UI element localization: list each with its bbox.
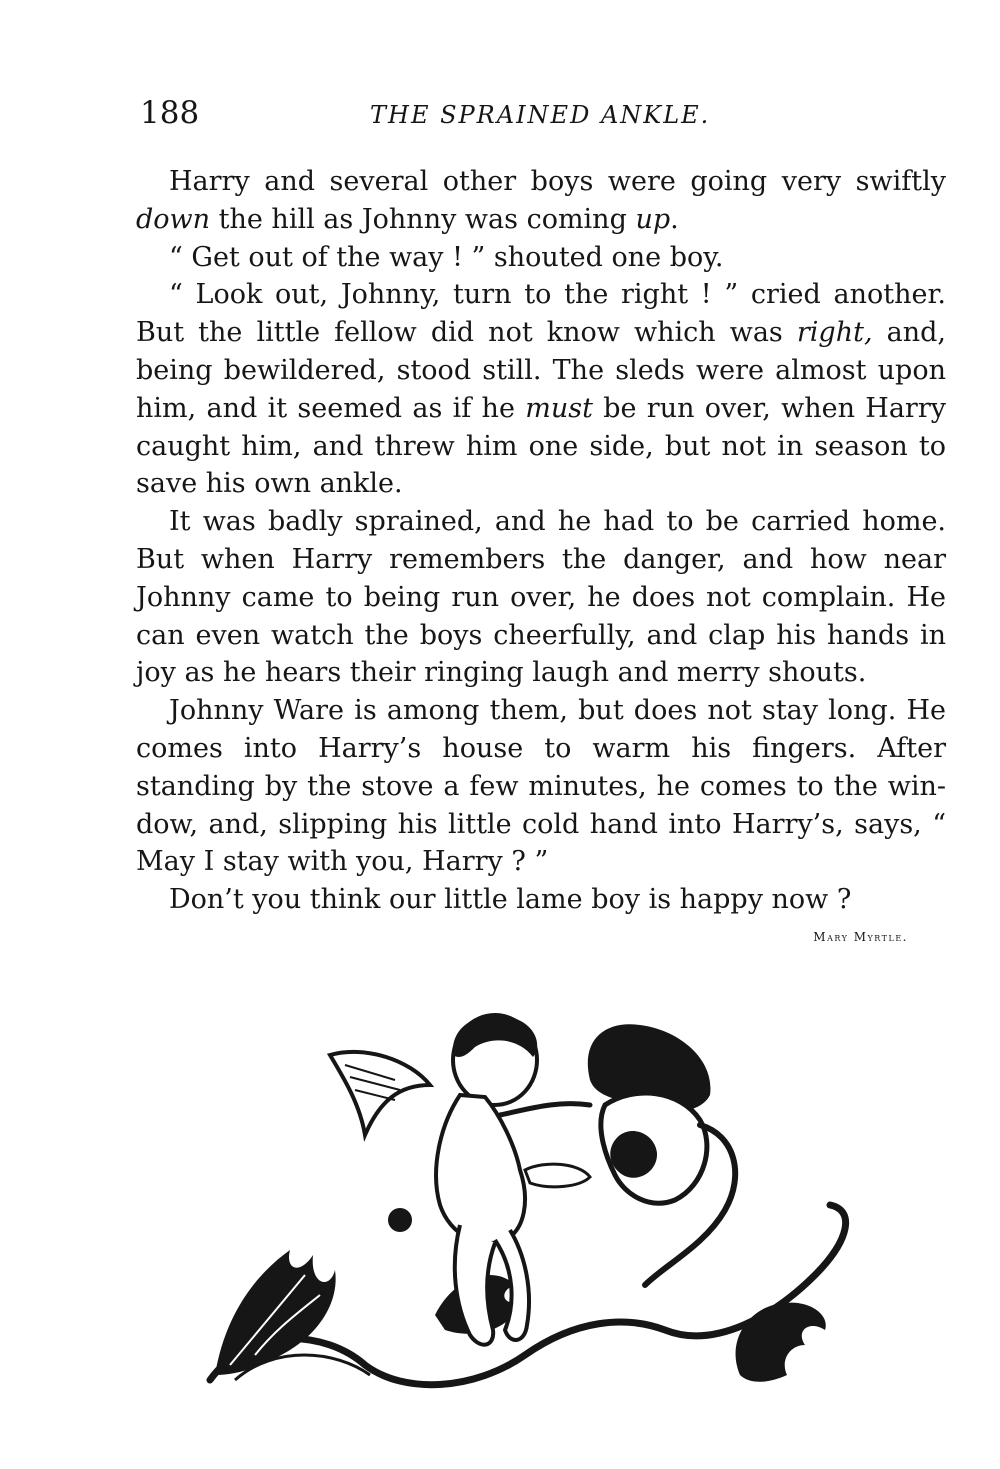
paragraph-5: Johnny Ware is among them, but does not stay long. He comes into Harry’s house to warm his fingers. After standing by the stove a few minutes, he comes to the window, and, slipping his little cold hand into Harry’s, says, “ May I stay with you, Harry ? ” bbox=[136, 695, 946, 878]
paragraph-3-text-b: and, being bewildered, stood still. The sleds were almost upon him, and it seemed as if he bbox=[136, 317, 946, 424]
emphasis-right: right, bbox=[796, 317, 873, 349]
paragraph-1 bbox=[136, 163, 946, 239]
cherub-vignette-icon bbox=[195, 985, 875, 1435]
paragraph-1-text-b: the hill as Johnny was coming bbox=[210, 203, 636, 235]
paragraph-4: It was badly sprained, and he had to be carried home. But when Harry remembers the danger, and how near Johnny came to being run over, he does not complain. He can even watch the boys cheerfully, and clap his hands in joy as he hears their ringing laugh and merry shouts. bbox=[136, 506, 946, 689]
emphasis-down: down bbox=[136, 203, 211, 235]
cherub-wing bbox=[330, 1052, 430, 1135]
cherub-figure bbox=[330, 1015, 590, 1345]
cherub-body bbox=[436, 1095, 525, 1243]
author-signature: Mary Myrtle. bbox=[813, 930, 908, 944]
paragraph-3-text-c: be run over, when Harry caught him, and threw him one side, but not in season to save his own ankle. bbox=[136, 392, 946, 500]
paragraph-3 bbox=[136, 276, 946, 503]
cherub-palette bbox=[525, 1164, 590, 1187]
emphasis-up: up bbox=[635, 203, 671, 235]
paragraph-2: “ Get out of the way ! ” shouted one boy. bbox=[169, 241, 724, 273]
paint-pot bbox=[388, 1208, 412, 1232]
story-text bbox=[136, 163, 946, 919]
paragraph-1-text-a: Harry and several other boys were going very swiftly bbox=[169, 166, 946, 197]
cherub-arm-brush bbox=[500, 1104, 590, 1115]
acanthus-bud-right bbox=[736, 1303, 826, 1382]
page-number: 188 bbox=[140, 95, 200, 131]
running-title: THE SPRAINED ANKLE. bbox=[370, 101, 711, 129]
paragraph-6: Don’t you think our little lame boy is happy now ? bbox=[169, 884, 852, 916]
paragraph-1-text-c: . bbox=[670, 203, 679, 235]
pansy-flower bbox=[588, 1024, 735, 1285]
paragraph-3-text-a: “ Look out, Johnny, turn to the right ! ” cried another. But the little fellow did not know which was bbox=[136, 279, 946, 349]
emphasis-must: must bbox=[525, 392, 593, 424]
